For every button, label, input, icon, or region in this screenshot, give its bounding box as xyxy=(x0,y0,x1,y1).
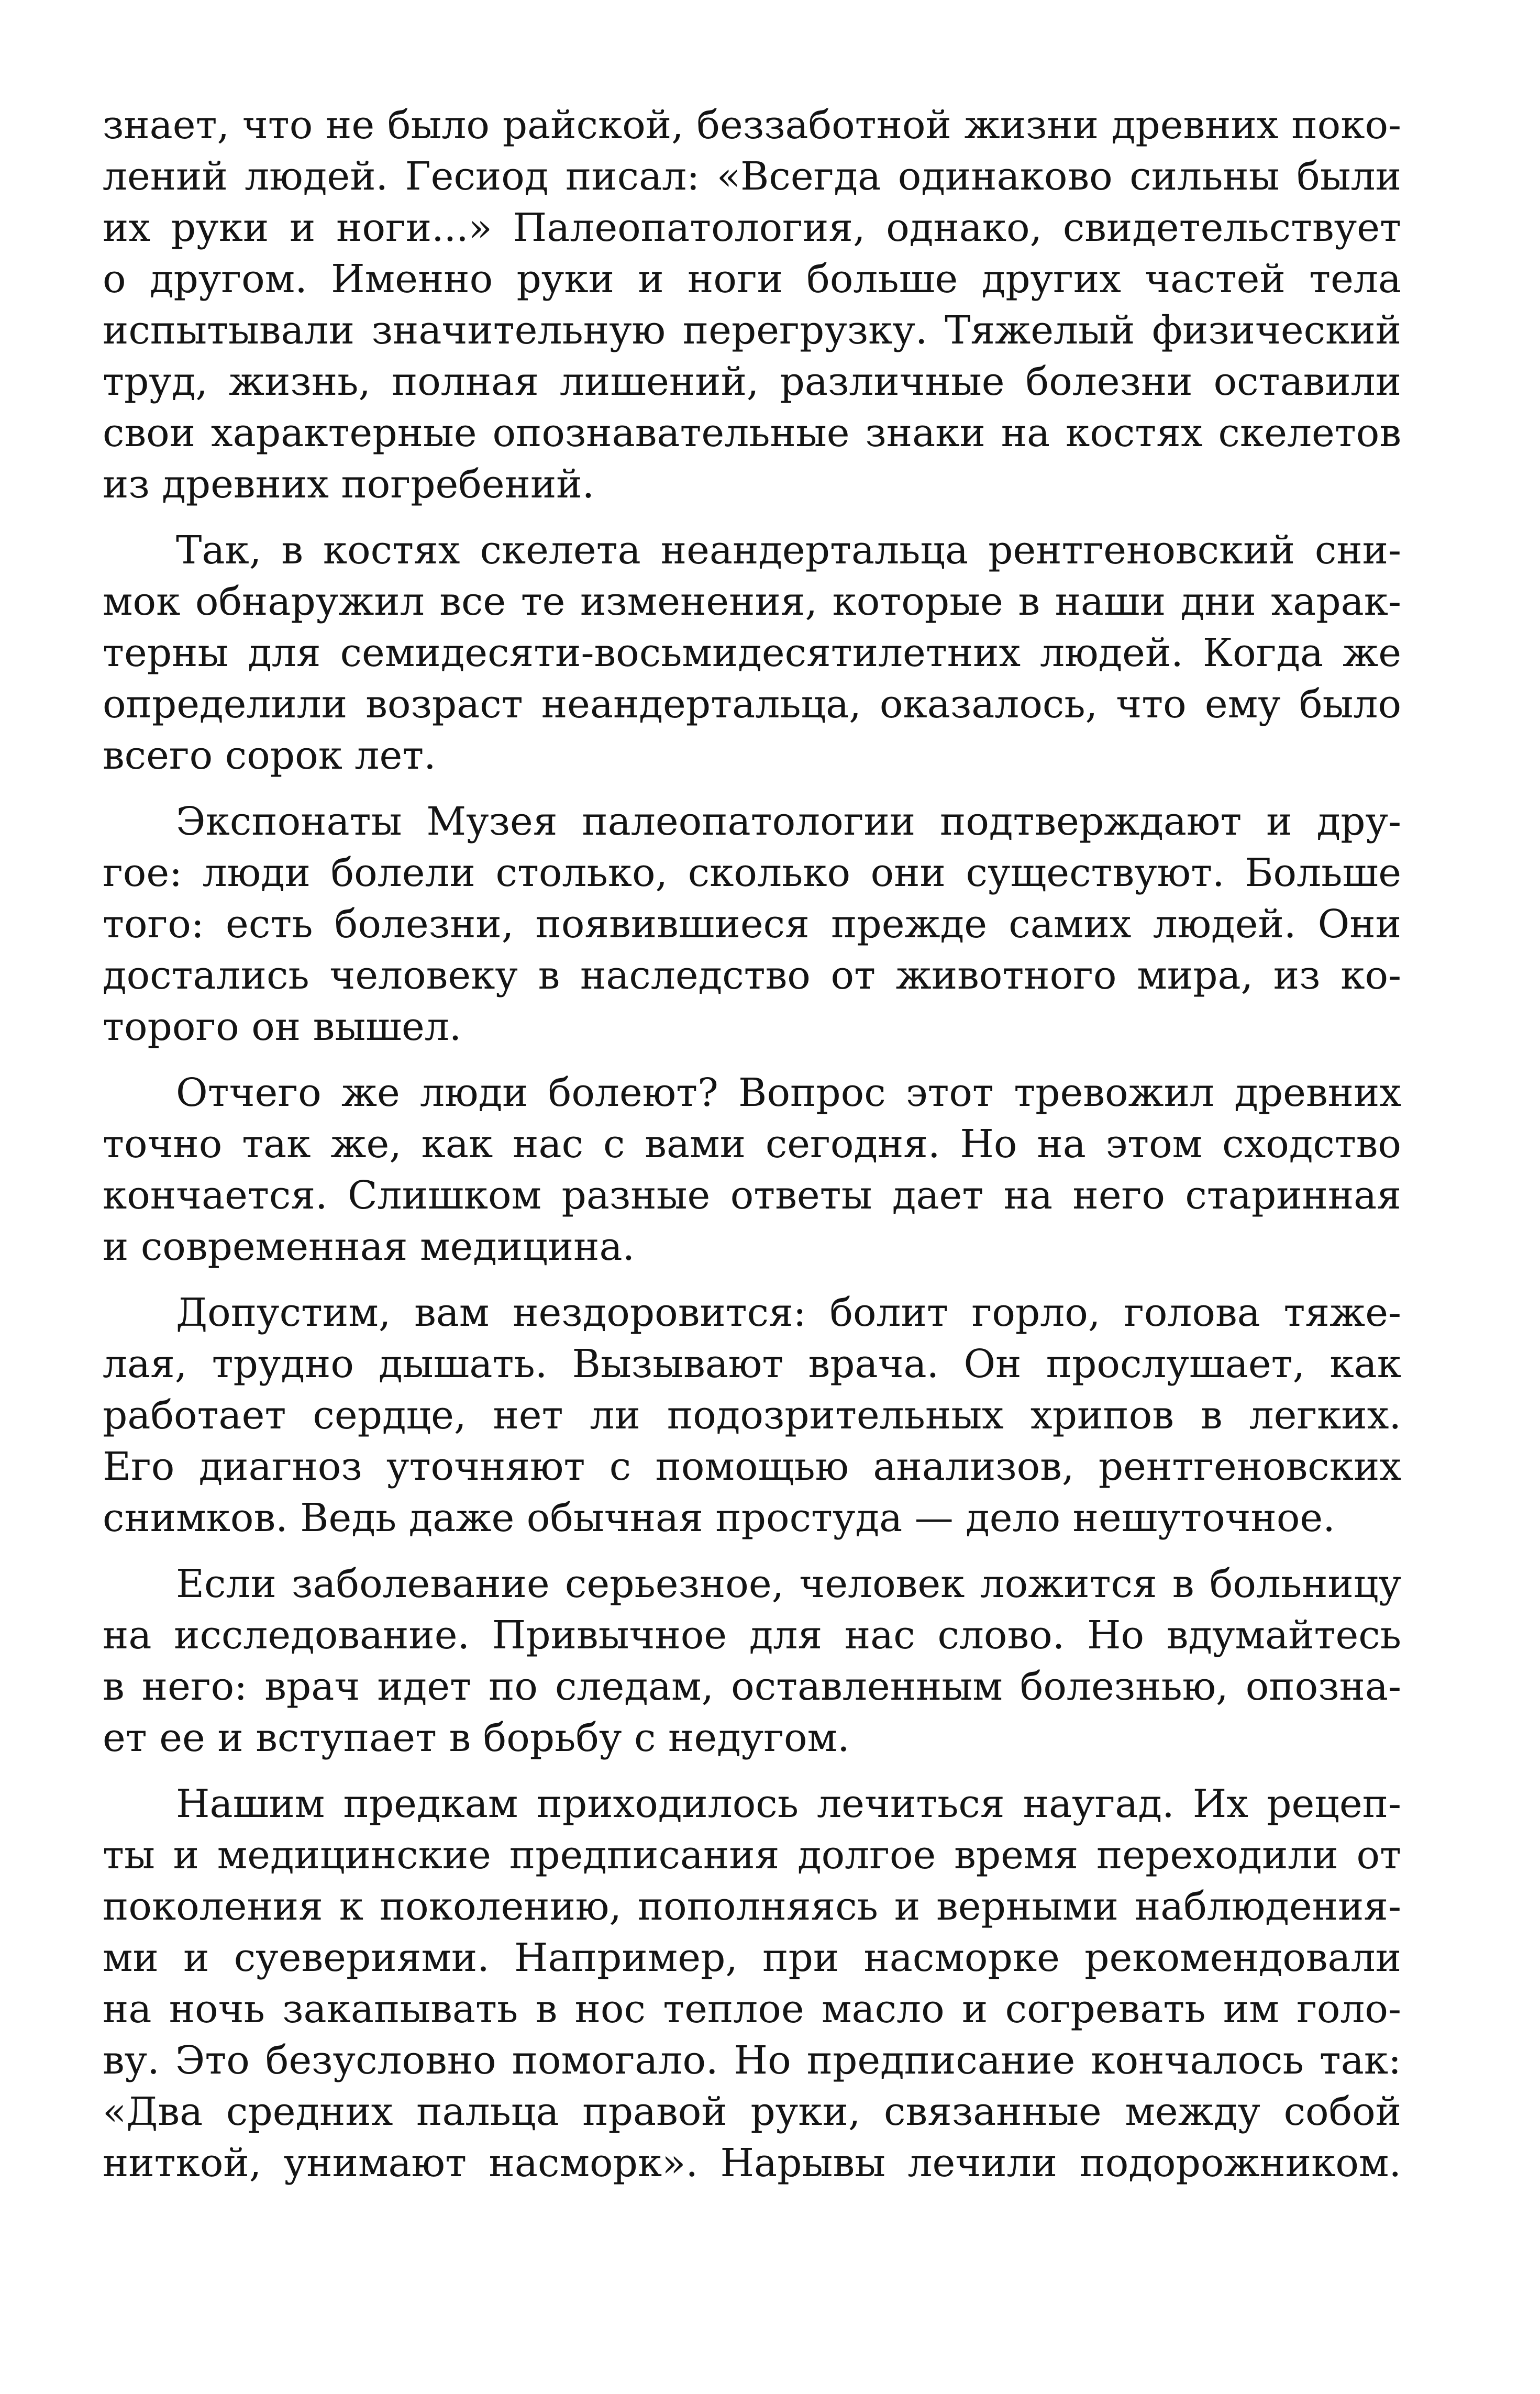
text-line: знает, что не было райской, беззаботной жизни древних поко- xyxy=(103,103,1401,148)
text-line: достались человеку в наследство от животного мира, из ко- xyxy=(103,953,1401,998)
text-line: гое: люди болели столько, сколько они существуют. Больше xyxy=(103,850,1401,895)
text-line: терны для семидесяти-восьмидесятилетних людей. Когда же xyxy=(103,630,1401,675)
text-line: мок обнаружил все те изменения, которые в наши дни харак- xyxy=(103,579,1401,624)
book-page xyxy=(103,99,1401,2203)
text-line: работает сердце, нет ли подозрительных хрипов в легких. xyxy=(103,1393,1401,1438)
text-line: свои характерные опознавательные знаки на костях скелетов xyxy=(103,411,1401,456)
text-line: ниткой, унимают насморк». Нарывы лечили подорожником. xyxy=(103,2141,1401,2186)
text-line: кончается. Слишком разные ответы дает на него старинная xyxy=(103,1173,1401,1218)
text-line: Его диагноз уточняют с помощью анализов, рентгеновских xyxy=(103,1444,1401,1489)
text-line: испытывали значительную перегрузку. Тяжелый физический xyxy=(103,308,1401,353)
text-line: Так, в костях скелета неандертальца рентгеновский сни- xyxy=(176,528,1401,573)
text-line: Экспонаты Музея палеопатологии подтверждают и дру- xyxy=(176,799,1401,844)
paragraph-7 xyxy=(103,1778,1401,2189)
text-line: снимков. Ведь даже обычная простуда — дело нешуточное. xyxy=(103,1495,1335,1540)
text-line: лая, трудно дышать. Вызывают врача. Он прослушает, как xyxy=(103,1342,1401,1387)
paragraph-6 xyxy=(103,1558,1401,1764)
text-line: ву. Это безусловно помогало. Но предписание кончалось так: xyxy=(103,2038,1401,2083)
text-line: того: есть болезни, появившиеся прежде самих людей. Они xyxy=(103,902,1401,947)
text-line: их руки и ноги...» Палеопатология, однако, свидетельствует xyxy=(103,205,1401,250)
text-line: всего сорок лет. xyxy=(103,733,436,778)
paragraph-5 xyxy=(103,1287,1401,1544)
paragraph-2 xyxy=(103,525,1401,781)
text-line: труд, жизнь, полная лишений, различные болезни оставили xyxy=(103,359,1401,404)
text-line: Отчего же люди болеют? Вопрос этот тревожил древних xyxy=(176,1070,1401,1115)
text-line: Допустим, вам нездоровится: болит горло, голова тяже- xyxy=(176,1290,1401,1335)
paragraph-1 xyxy=(103,99,1401,510)
text-line: ет ее и вступает в борьбу с недугом. xyxy=(103,1715,850,1760)
text-line: и современная медицина. xyxy=(103,1224,635,1269)
text-line: поколения к поколению, пополняясь и верными наблюдения- xyxy=(103,1884,1401,1929)
text-line: торого он вышел. xyxy=(103,1004,462,1049)
text-line: «Два средних пальца правой руки, связанные между собой xyxy=(103,2089,1401,2134)
text-line: ми и суевериями. Например, при насморке рекомендовали xyxy=(103,1935,1401,1980)
text-line: в него: врач идет по следам, оставленным болезнью, опозна- xyxy=(103,1664,1401,1709)
text-line: определили возраст неандертальца, оказалось, что ему было xyxy=(103,682,1401,727)
text-line: на ночь закапывать в нос теплое масло и согревать им голо- xyxy=(103,1987,1401,2032)
text-line: о другом. Именно руки и ноги больше других частей тела xyxy=(103,257,1401,302)
text-line: на исследование. Привычное для нас слово. Но вдумайтесь xyxy=(103,1613,1401,1658)
text-line: ты и медицинские предписания долгое время переходили от xyxy=(103,1833,1401,1878)
text-line: Нашим предкам приходилось лечиться наугад. Их рецеп- xyxy=(176,1781,1401,1826)
text-line: лений людей. Гесиод писал: «Всегда одинаково сильны были xyxy=(103,154,1401,199)
text-line: точно так же, как нас с вами сегодня. Но на этом сходство xyxy=(103,1122,1401,1167)
text-line: из древних погребений. xyxy=(103,462,595,507)
paragraph-3 xyxy=(103,796,1401,1052)
paragraph-4 xyxy=(103,1067,1401,1272)
text-line: Если заболевание серьезное, человек ложится в больницу xyxy=(176,1561,1401,1606)
